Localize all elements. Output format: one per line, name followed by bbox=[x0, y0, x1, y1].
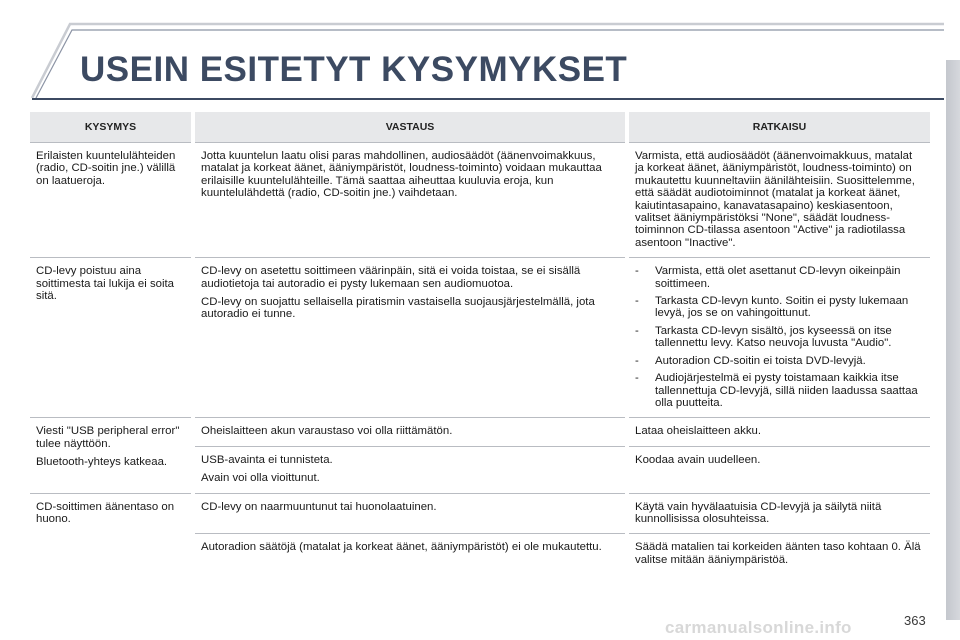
solution-cell bbox=[627, 143, 930, 258]
question-text: Viesti "USB peripheral error" tulee näyttöön. bbox=[36, 425, 180, 450]
table-header-row bbox=[30, 112, 930, 143]
watermark: carmanualsonline.info bbox=[665, 618, 852, 637]
list-item: - Tarkasta CD-levyn kunto. Soitin ei pysty lukemaan levyä, jos se on vahingoittunut. bbox=[635, 295, 909, 320]
solution-cell bbox=[627, 534, 930, 574]
answer-text: Avain voi olla vioittunut. bbox=[201, 472, 320, 485]
question-cell bbox=[30, 493, 193, 574]
solution-text: Säädä matalien tai korkeiden äänten taso kohtaan 0. Älä valitse mitään ääniympäristöä. bbox=[635, 541, 921, 566]
solution-text: Käytä vain hyvälaatuisia CD-levyjä ja säilytä niitä kunnollisissa olosuhteissa. bbox=[635, 500, 882, 525]
question-text: Erilaisten kuuntelulähteiden (radio, CD-soitin jne.) välillä on laatueroja. bbox=[36, 150, 176, 187]
list-item: - Audiojärjestelmä ei pysty toistamaan kaikkia itse tallennettuja CD-levyjä, sillä niiden laadussa saattaa olla puutteita. bbox=[635, 372, 918, 409]
faq-table bbox=[30, 112, 930, 574]
answer-cell bbox=[193, 534, 627, 574]
answer-text: Jotta kuuntelun laatu olisi paras mahdollinen, audiosäädöt (äänenvoimakkuus, matalat ja korkeat äänet, ääniympäristöt, loudness-toiminto) voidaan mukauttaa erilaisille kuuntelulähteille. Tämä saattaa aiheuttaa kuuluvia eroja, kun kuuntelulähdettä (radio, CD-soitin jne.) vaihdetaan. bbox=[201, 150, 602, 200]
question-text: CD-levy poistuu aina soittimesta tai lukija ei soita sitä. bbox=[36, 265, 175, 303]
solution-cell bbox=[627, 258, 930, 418]
column-header-question: KYSYMYS bbox=[30, 112, 193, 143]
solution-text: Koodaa avain uudelleen. bbox=[635, 453, 761, 466]
solution-list bbox=[635, 265, 924, 409]
column-header-answer: VASTAUS bbox=[193, 112, 627, 143]
column-header-solution: RATKAISU bbox=[627, 112, 930, 143]
solution-cell bbox=[627, 493, 930, 534]
table-row bbox=[30, 493, 930, 534]
solution-text: Lataa oheislaitteen akku. bbox=[635, 425, 762, 438]
answer-cell bbox=[193, 258, 627, 418]
answer-cell bbox=[193, 143, 627, 258]
list-item: - Tarkasta CD-levyn sisältö, jos kyseessä on itse tallennettu levy. Katso neuvoja luvusta "Audio". bbox=[635, 324, 892, 350]
answer-text: CD-levy on asetettu soittimeen väärinpäin, sitä ei voida toistaa, se ei sisällä audiotietoja tai autoradio ei pysty lukemaan sen audiomuotoa. bbox=[201, 265, 581, 290]
solution-cell bbox=[627, 418, 930, 446]
list-item: - Varmista, että olet asettanut CD-levyn oikeinpäin soittimeen. bbox=[635, 265, 901, 290]
solution-text: Varmista, että audiosäädöt (äänenvoimakkuus, matalat ja korkeat äänet, ääniympäristöt, loudness-toiminto) on mukautettu kuunneltaviin äänilähteisiin. Suosittelemme, että säädät audiotoiminnot (matalat ja korkeat äänet, kaiutintasapaino, kanavatasapaino) keskiasentoon, valitset ääniympäristöksi "None", säädät loudness-toiminnon CD-tilassa asentoon "Active" ja radiotilassa asentoon "Inactive". bbox=[635, 150, 915, 249]
answer-text: CD-levy on suojattu sellaisella piratismin vastaisella suojausjärjestelmällä, jota autoradio ei tunne. bbox=[201, 296, 595, 321]
answer-text: Oheislaitteen akun varaustaso voi olla riittämätön. bbox=[201, 425, 453, 438]
question-text: CD-soittimen äänentaso on huono. bbox=[36, 500, 175, 525]
page-edge-tab bbox=[946, 60, 960, 620]
table-row bbox=[30, 258, 930, 418]
answer-cell bbox=[193, 493, 627, 534]
table-row bbox=[30, 418, 930, 446]
answer-text: CD-levy on naarmuuntunut tai huonolaatuinen. bbox=[201, 500, 437, 513]
question-cell bbox=[30, 418, 193, 493]
question-cell bbox=[30, 143, 193, 258]
page-number: 363 bbox=[904, 613, 926, 628]
page-title: USEIN ESITETYT KYSYMYKSET bbox=[80, 50, 628, 89]
table-row bbox=[30, 143, 930, 258]
list-item: - Autoradion CD-soitin ei toista DVD-levyjä. bbox=[635, 354, 866, 367]
solution-cell bbox=[627, 446, 930, 493]
answer-cell bbox=[193, 446, 627, 493]
question-cell bbox=[30, 258, 193, 418]
answer-cell bbox=[193, 418, 627, 446]
answer-text: USB-avainta ei tunnisteta. bbox=[201, 453, 333, 466]
answer-text: Autoradion säätöjä (matalat ja korkeat äänet, ääniympäristöt) ei ole mukautettu. bbox=[201, 541, 602, 554]
question-text: Bluetooth-yhteys katkeaa. bbox=[36, 456, 168, 469]
